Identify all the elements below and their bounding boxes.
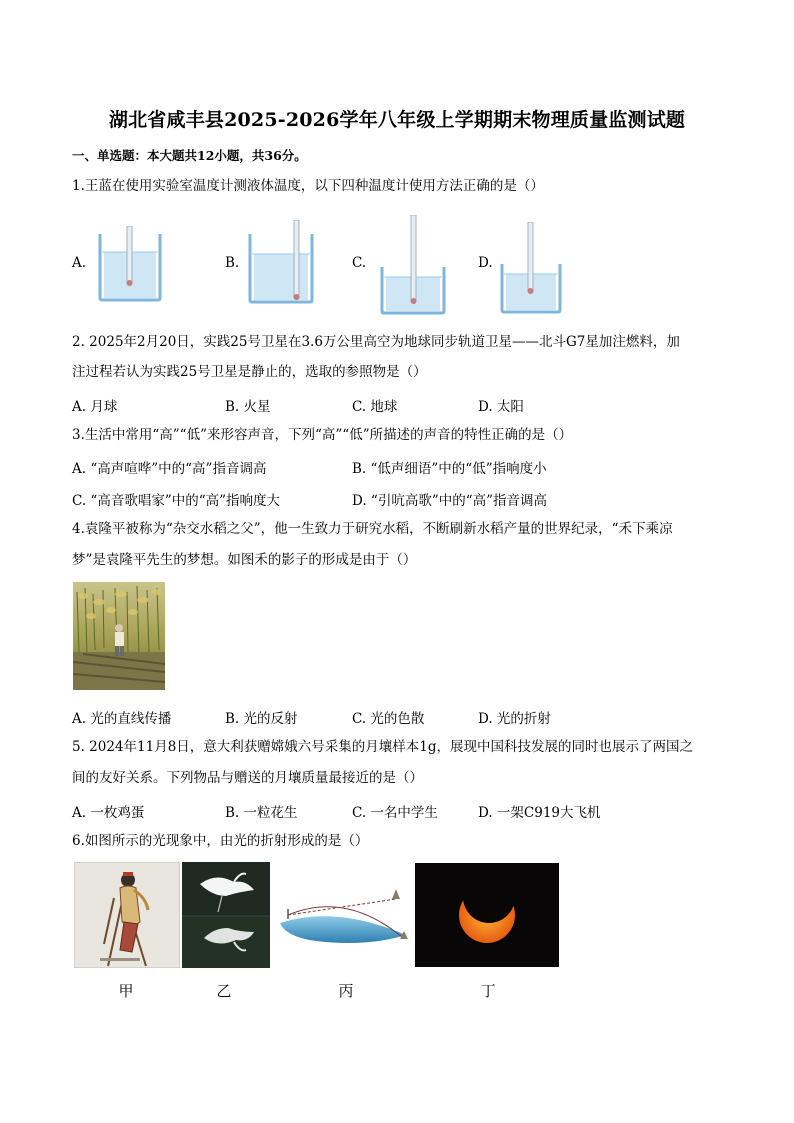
q1-figure-d-beaker-thermometer bbox=[500, 222, 562, 314]
q4-option-c: C. 光的色散 bbox=[352, 711, 425, 727]
q6-figure-ding-solar-eclipse bbox=[415, 863, 559, 967]
q1-figure-a-beaker-thermometer bbox=[98, 226, 162, 302]
q4-rice-field-photo bbox=[73, 582, 165, 690]
question-2-line-1: 2. 2025年2月20日，实践25号卫星在3.6万公里高空为地球同步轨道卫星——北斗G7星加注燃料，加 bbox=[72, 334, 680, 350]
q5-option-a: A. 一枚鸡蛋 bbox=[72, 805, 145, 821]
q6-figure-jia-shadow-puppet bbox=[74, 862, 180, 968]
q4-option-a: A. 光的直线传播 bbox=[72, 711, 172, 727]
q3-option-d: D. “引吭高歌”中的“高”指音调高 bbox=[352, 493, 548, 509]
q1-label-c: C. bbox=[352, 255, 367, 271]
question-3-stem: 3.生活中常用“高”“低”来形容声音，下列“高”“低”所描述的声音的特性正确的是（） bbox=[72, 427, 573, 443]
q3-option-b: B. “低声细语”中的“低”指响度小 bbox=[352, 461, 547, 477]
question-1-stem: 1.王蓝在使用实验室温度计测液体温度，以下四种温度计使用方法正确的是（） bbox=[72, 178, 544, 194]
question-5-line-1: 5. 2024年11月8日，意大利获赠嫦娥六号采集的月壤样本1g，展现中国科技发展的同时也展示了两国之 bbox=[72, 739, 694, 755]
question-4-line-1: 4.袁隆平被称为“杂交水稻之父”，他一生致力于研究水稻，不断刷新水稻产量的世界纪录，“禾下乘凉 bbox=[72, 521, 673, 537]
section-heading: 一、单选题：本大题共12小题，共36分。 bbox=[72, 148, 307, 163]
q4-option-d: D. 光的折射 bbox=[478, 711, 551, 727]
q1-figure-b-beaker-thermometer bbox=[248, 220, 314, 304]
q6-caption-yi: 乙 bbox=[216, 982, 232, 1000]
question-6-stem: 6.如图所示的光现象中，由光的折射形成的是（） bbox=[72, 833, 369, 849]
q3-option-a: A. “高声喧哗”中的“高”指音调高 bbox=[72, 461, 267, 477]
q6-caption-ding: 丁 bbox=[480, 982, 496, 1000]
q5-option-b: B. 一粒花生 bbox=[225, 805, 298, 821]
q3-option-c: C. “高音歌唱家”中的“高”指响度大 bbox=[72, 493, 281, 509]
question-5-line-2: 间的友好关系。下列物品与赠送的月壤质量最接近的是（） bbox=[72, 770, 423, 786]
q6-caption-bing: 丙 bbox=[338, 982, 354, 1000]
q5-option-d: D. 一架C919大飞机 bbox=[478, 805, 601, 821]
q2-option-b: B. 火星 bbox=[225, 399, 271, 415]
q1-label-a: A. bbox=[72, 255, 87, 271]
q1-label-b: B. bbox=[225, 255, 240, 271]
question-4-line-2: 梦”是袁隆平先生的梦想。如图禾的影子的形成是由于（） bbox=[72, 552, 417, 568]
q2-option-d: D. 太阳 bbox=[478, 399, 524, 415]
q2-option-c: C. 地球 bbox=[352, 399, 398, 415]
q6-figure-yi-egret-reflection bbox=[182, 862, 270, 968]
q2-option-a: A. 月球 bbox=[72, 399, 118, 415]
q4-option-b: B. 光的反射 bbox=[225, 711, 298, 727]
q5-option-c: C. 一名中学生 bbox=[352, 805, 438, 821]
question-2-line-2: 注过程若认为实践25号卫星是静止的，选取的参照物是（） bbox=[72, 364, 427, 380]
q6-caption-jia: 甲 bbox=[118, 982, 134, 1000]
q1-label-d: D. bbox=[478, 255, 493, 271]
q1-figure-c-beaker-thermometer bbox=[380, 215, 446, 315]
page-title: 湖北省咸丰县2025-2026学年八年级上学期期末物理质量监测试题 bbox=[108, 109, 686, 131]
q6-figure-bing-mirage bbox=[276, 885, 412, 945]
